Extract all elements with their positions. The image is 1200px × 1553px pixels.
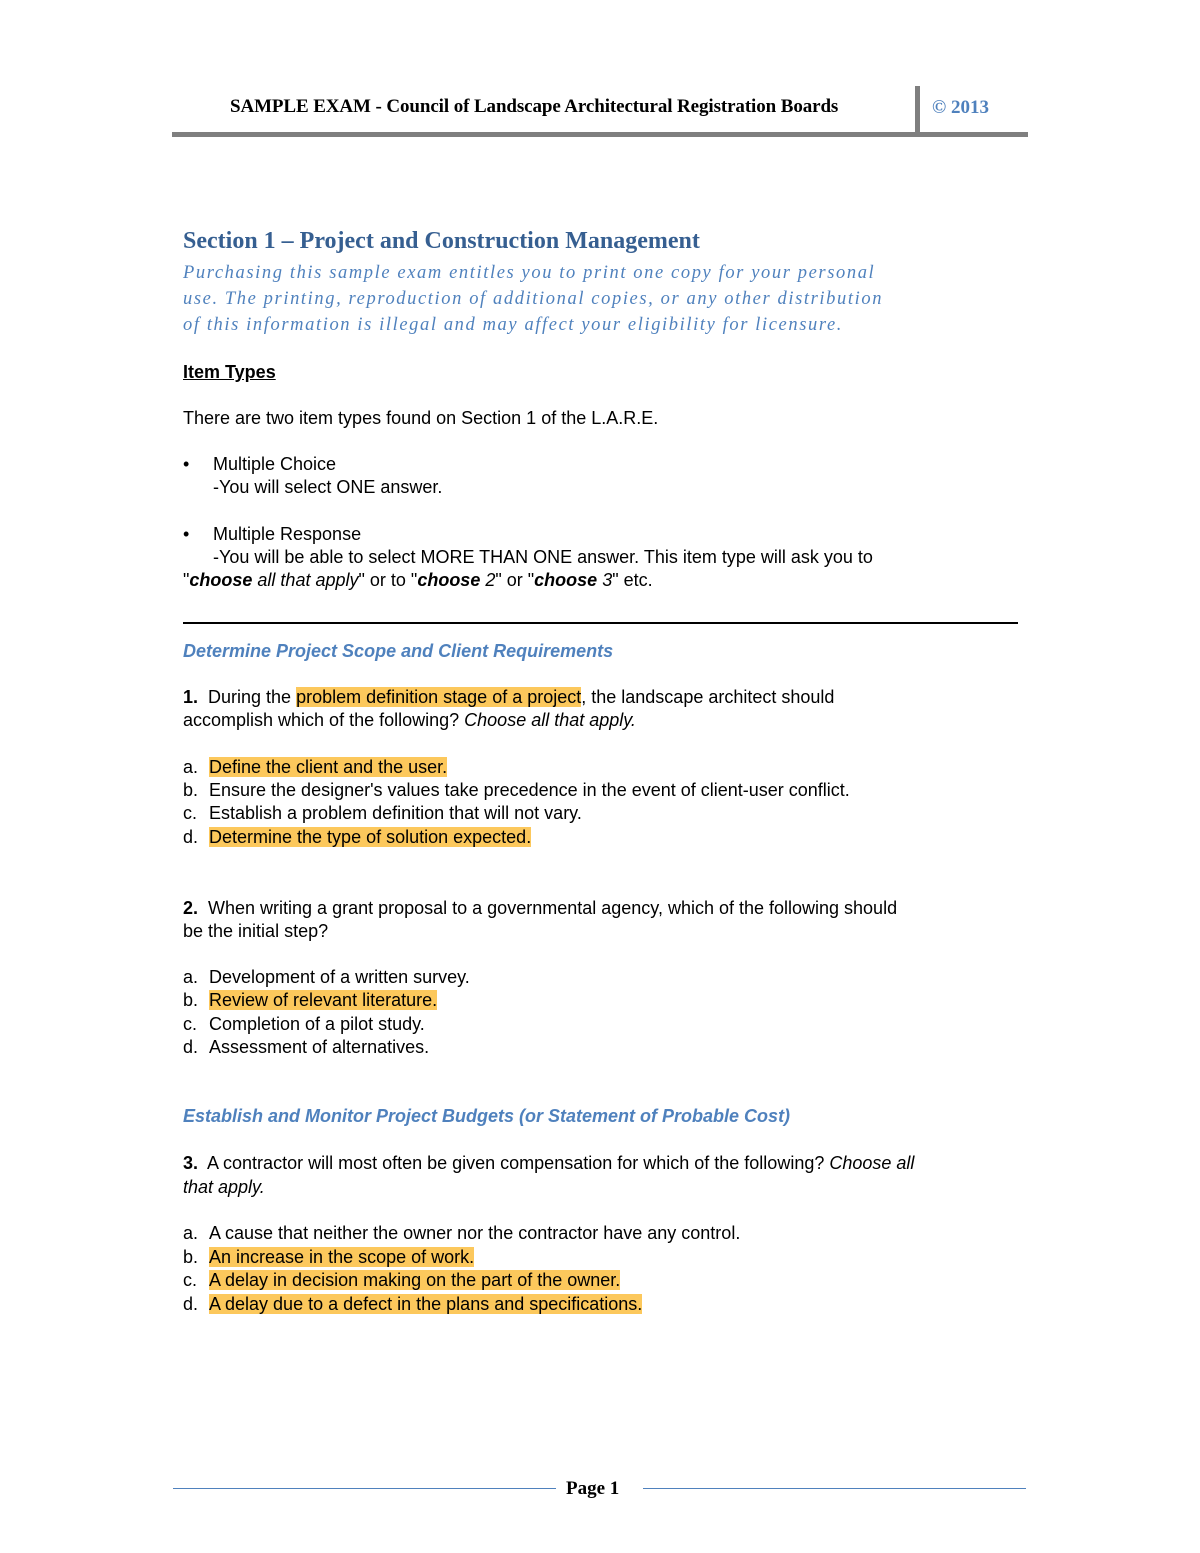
option-letter: d. [183, 827, 199, 847]
option-text: Ensure the designer's values take precedence in the event of client-user conflict. [209, 780, 850, 800]
option-text: Determine the type of solution expected. [209, 827, 532, 847]
question-1-line2 [183, 709, 636, 732]
q3-option-a[interactable] [183, 1222, 740, 1245]
question-2-line2: be the initial step? [183, 921, 329, 941]
header-rule [172, 132, 1028, 137]
header-title: SAMPLE EXAM - Council of Landscape Architectural Registration Boards [230, 96, 839, 117]
text-fragment: " etc. [612, 570, 653, 590]
notice-line: Purchasing this sample exam entitles you to print one copy for your personal [183, 263, 876, 283]
option-letter: c. [183, 1014, 198, 1034]
item-types-heading: Item Types [183, 362, 276, 382]
question-number: 1. [183, 687, 199, 707]
option-letter: a. [183, 757, 199, 777]
q2-option-d[interactable] [183, 1036, 429, 1059]
q1-option-b[interactable] [183, 779, 850, 802]
section-separator [183, 622, 1018, 624]
text-fragment: Choose all [829, 1153, 915, 1173]
q3-option-c[interactable] [183, 1269, 620, 1292]
option-text: A delay in decision making on the part of the owner. [209, 1270, 621, 1290]
copyright-notice [183, 260, 1023, 338]
option-text: Development of a written survey. [209, 967, 470, 987]
option-text: Define the client and the user. [209, 757, 448, 777]
topic-heading-budgets: Establish and Monitor Project Budgets (or Statement of Probable Cost) [183, 1106, 791, 1126]
text-fragment: A contractor will most often be given compensation for which of the following? [198, 1153, 830, 1173]
q2-option-c[interactable] [183, 1013, 425, 1036]
q3-option-d[interactable] [183, 1293, 642, 1316]
text-fragment: all that apply [252, 570, 359, 590]
option-letter: c. [183, 803, 198, 823]
choose-instructions [183, 569, 653, 592]
text-fragment: choose [189, 570, 253, 590]
option-letter: b. [183, 780, 199, 800]
option-letter: a. [183, 1223, 199, 1243]
q1-option-a[interactable] [183, 756, 447, 779]
option-text: Assessment of alternatives. [209, 1037, 430, 1057]
text-fragment: choose [534, 570, 598, 590]
bullet-label: Multiple Choice [213, 454, 337, 474]
text-fragment: 2 [480, 570, 496, 590]
section-title: Section 1 – Project and Construction Management [183, 228, 700, 254]
option-text: A cause that neither the owner nor the contractor have any control. [209, 1223, 741, 1243]
text-fragment: 3 [597, 570, 613, 590]
q3-option-b[interactable] [183, 1246, 474, 1269]
footer-rule-right [643, 1488, 1026, 1489]
text-fragment: accomplish which of the following? [183, 710, 465, 730]
option-letter: d. [183, 1294, 199, 1314]
question-number: 2. [183, 898, 199, 918]
item-types-intro: There are two item types found on Section 1 of the L.A.R.E. [183, 408, 659, 428]
question-3-line2 [183, 1176, 265, 1199]
option-letter: d. [183, 1037, 199, 1057]
bullet-dot: • [183, 524, 190, 544]
option-letter: b. [183, 1247, 199, 1267]
bullet-desc: -You will be able to select MORE THAN ONE answer. This item type will ask you to [213, 547, 873, 567]
option-text: Review of relevant literature. [209, 990, 438, 1010]
q1-option-d[interactable] [183, 826, 531, 849]
notice-line: of this information is illegal and may affect your eligibility for licensure. [183, 315, 843, 335]
option-text: Completion of a pilot study. [209, 1014, 425, 1034]
option-text: A delay due to a defect in the plans and specifications. [209, 1294, 643, 1314]
text-fragment: " or " [495, 570, 535, 590]
option-letter: a. [183, 967, 199, 987]
text-fragment: Choose all that apply. [464, 710, 636, 730]
topic-heading-scope: Determine Project Scope and Client Requirements [183, 641, 614, 661]
question-1 [183, 686, 834, 709]
text-fragment: " [183, 570, 190, 590]
q1-option-c[interactable] [183, 802, 582, 825]
question-number: 3. [183, 1153, 199, 1173]
text-fragment: that apply. [183, 1177, 265, 1197]
bullet-desc: -You will select ONE answer. [213, 477, 443, 497]
header-copyright: © 2013 [932, 97, 989, 118]
option-text: Establish a problem definition that will not vary. [209, 803, 582, 823]
text-fragment: choose [417, 570, 481, 590]
text-fragment: When writing a grant proposal to a governmental agency, which of the following should [198, 898, 898, 918]
question-2 [183, 897, 897, 920]
option-letter: b. [183, 990, 199, 1010]
question-3 [183, 1152, 914, 1175]
q2-option-a[interactable] [183, 966, 470, 989]
bullet-dot: • [183, 454, 190, 474]
page-header [172, 86, 1028, 138]
notice-line: use. The printing, reproduction of additional copies, or any other distribution [183, 289, 884, 309]
q2-option-b[interactable] [183, 989, 437, 1012]
text-fragment: " or to " [358, 570, 418, 590]
bullet-label: Multiple Response [213, 524, 362, 544]
page-number: Page 1 [566, 1478, 620, 1499]
footer-rule-left [173, 1488, 556, 1489]
text-fragment: During the [198, 687, 297, 707]
option-text: An increase in the scope of work. [209, 1247, 475, 1267]
header-divider [915, 86, 920, 136]
option-letter: c. [183, 1270, 198, 1290]
text-fragment: , the landscape architect should [581, 687, 835, 707]
highlighted-phrase: problem definition stage of a project [296, 687, 582, 707]
